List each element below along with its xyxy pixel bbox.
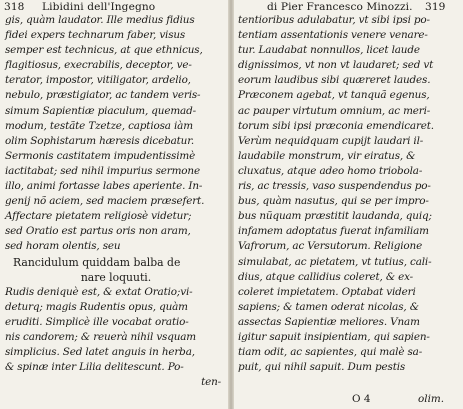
text-line: iactitabat; sed nihil impurius sermone (5, 164, 200, 177)
text-line: cluxatus, atque adeo homo triobola- (238, 164, 423, 177)
text-line: bus nũquam præstitit laudanda, quiq; (238, 210, 432, 223)
text-line: nis candorem; & reuerà nihil vsquam (5, 330, 197, 343)
text-line: puit, qui nihil sapuit. Dum pestis (238, 361, 406, 374)
text-line: coleret impietatem. Optabat videri (238, 285, 416, 298)
text-block (238, 13, 460, 375)
catchword: olim. (418, 393, 445, 405)
text-line: nebulo, præstigiator, ac tandem veris- (5, 89, 201, 102)
text-line: ris, ac tressis, vaso suspendendus po- (238, 180, 431, 193)
text-line: assectas Sapientiæ meliores. Vnam (238, 315, 420, 328)
text-line: torum sibi ipsi præconia emendicaret. (238, 119, 434, 132)
text-line: Affectare pietatem religiosè videtur; (5, 210, 192, 223)
text-line: simum Sapientiæ piaculum, quemad- (5, 104, 196, 117)
text-line: olim Sophistarum hæresis dicebatur. (5, 134, 195, 147)
text-line: terator, impostor, vitiligator, ardelio, (5, 74, 191, 87)
page-number: 318 (4, 1, 25, 13)
text-line: laudabile monstrum, vir eiratus, & (238, 149, 416, 162)
text-line: dius, atque callidius coleret, & ex- (238, 270, 413, 283)
text-line: Rancidulum quiddam balba de (13, 255, 181, 269)
text-line: dignissimos, vt non vt laudaret; sed vt (238, 59, 434, 72)
left-page (0, 0, 230, 409)
text-line: sed horam olentis, seu (5, 240, 121, 253)
text-line: illo, animi fortasse labes aperiente. In- (5, 180, 203, 193)
text-line: simplicius. Sed latet anguis in herba, (5, 346, 195, 359)
text-line: tur. Laudabat nonnullos, licet laude (238, 44, 420, 57)
text-line: igitur sapuit insipientiam, qui sapien- (238, 330, 430, 343)
text-line: ten- (201, 376, 221, 389)
text-line: Rudis deniquè est, & extat Oratio;vi- (5, 285, 193, 298)
text-line: fidei expers technarum faber, visus (5, 29, 186, 42)
text-line: & spinæ inter Lilia delitescunt. Po- (5, 361, 184, 374)
text-line: simulabat, ac pietatem, vt tutius, cali- (238, 255, 432, 268)
text-line: bus, quàm nasutus, qui se per impro- (238, 195, 429, 208)
text-line: infamem adoptatus fuerat infamiliam (238, 225, 429, 238)
text-line: tiam odit, ac sapientes, qui malè sa- (238, 346, 423, 359)
text-line: Verùm nequidquam cupijt laudari il- (238, 134, 424, 147)
text-line: sapiens; & tamen oderat nicolas, & (238, 300, 419, 313)
text-line: ac pauper virtutum omnium, ac meri- (238, 104, 431, 117)
signature-mark: O 4 (352, 393, 371, 405)
text-line: Vafrorum, ac Versutorum. Religione (238, 240, 423, 253)
text-line: gis, quàm laudator. Ille medius fidius (5, 14, 195, 26)
text-line: eorum laudibus sibi quæreret laudes. (238, 74, 431, 87)
text-line: semper est technicus, at que ethnicus, (5, 44, 203, 57)
running-title: di Pier Francesco Minozzi. (267, 1, 413, 13)
running-title: Libidini dell'Ingegno (42, 1, 156, 13)
text-line: deturq; magis Rudentis opus, quàm (5, 300, 188, 313)
text-line: tentioribus adulabatur, vt sibi ipsi po- (238, 14, 430, 26)
text-line: modum, testãte Tzetze, captiosa iàm (5, 119, 193, 132)
text-line: nare loquuti. (80, 270, 152, 284)
right-page (232, 0, 463, 409)
page-number: 319 (425, 1, 446, 13)
text-block (5, 13, 227, 390)
text-line: tentiam assentationis venere venare- (238, 29, 428, 42)
text-line: genij nõ aciem, sed maciem præsefert. (5, 195, 205, 208)
text-line: flagitiosus, execrabilis, deceptor, ve- (5, 59, 192, 72)
text-line: Præconem agebat, vt tanquã egenus, (238, 89, 430, 102)
text-line: eruditi. Simplicè ille vocabat oratio- (5, 315, 189, 328)
text-line: sed Oratio est partus oris non aram, (5, 225, 191, 238)
text-line: Sermonis castitatem impudentissimè (5, 149, 196, 162)
